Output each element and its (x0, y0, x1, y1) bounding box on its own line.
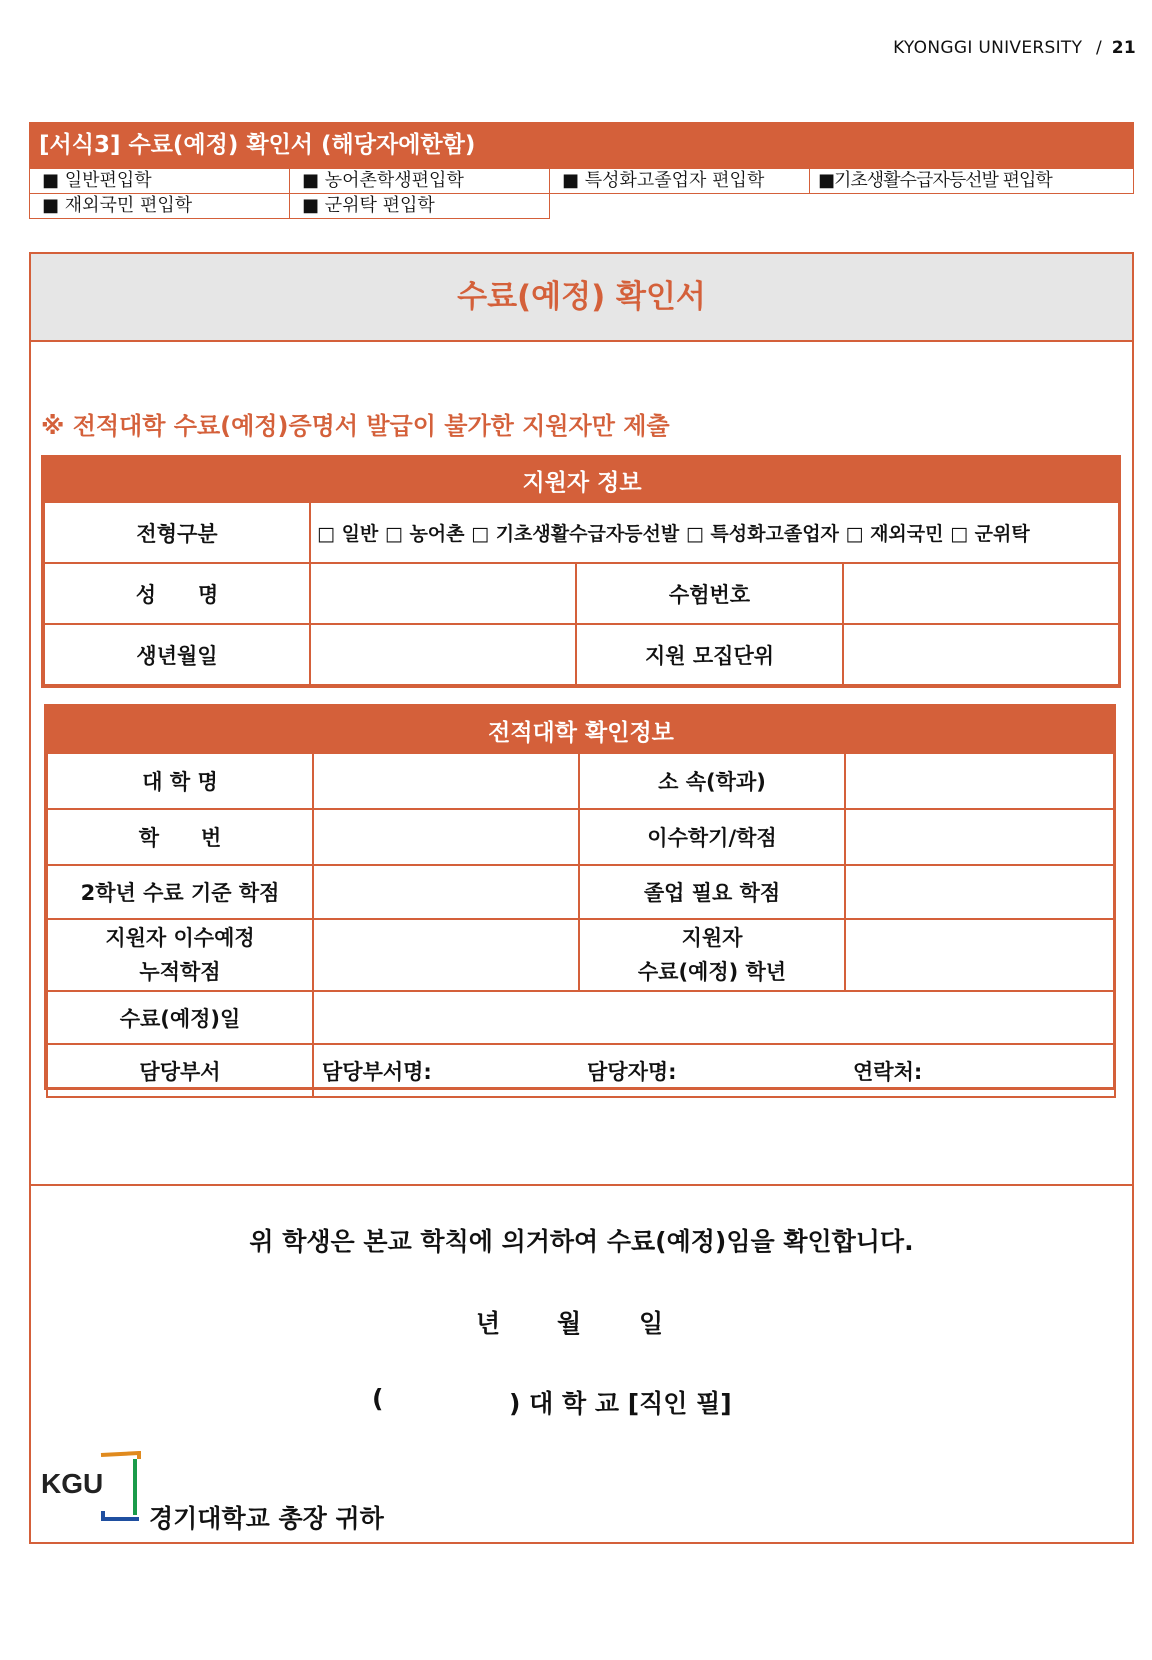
date-day: 일 (639, 1309, 664, 1338)
office-name-field[interactable]: 담당부서명: (313, 1044, 579, 1097)
contact-field[interactable]: 연락처: (845, 1044, 1115, 1097)
type-label: 전형구분 (44, 502, 310, 563)
confirmation-statement: 위 학생은 본교 학칙에 의거하여 수료(예정)임을 확인합니다. (249, 1227, 914, 1256)
univ-name-label: 대 학 명 (47, 753, 313, 809)
second-year-credits-label: 2학년 수료 기준 학점 (47, 865, 313, 919)
kgu-logo (41, 1451, 141, 1523)
student-no-label: 학 번 (47, 809, 313, 865)
grad-credits-label: 졸업 필요 학점 (579, 865, 845, 919)
applicant-info-table (43, 457, 1121, 686)
grade-label-line2: 수료(예정) 학년 (637, 960, 787, 984)
form-frame (29, 252, 1134, 1544)
cumulative-label-line1: 지원자 이수예정 (105, 926, 255, 950)
credits-field[interactable] (845, 809, 1115, 865)
name-label: 성 명 (44, 563, 310, 624)
univ-name-field[interactable] (313, 753, 579, 809)
univ-paren-open: ( (372, 1384, 384, 1413)
addressee-text: 경기대학교 총장 귀하 (149, 1504, 384, 1533)
univ-seal-line: ) 대 학 교 [직인 필] (509, 1389, 732, 1418)
type-options[interactable]: □ 일반 □ 농어촌 □ 기초생활수급자등선발 □ 특성화고졸업자 □ 재외국민 □ 군위탁 (310, 502, 1120, 563)
prior-school-table (46, 706, 1116, 1098)
confirmation-divider (31, 1184, 1132, 1186)
student-no-field[interactable] (313, 809, 579, 865)
category-overseas: ■ 재외국민 편입학 (29, 193, 290, 219)
name-field[interactable] (310, 563, 576, 624)
unit-field[interactable] (843, 624, 1120, 685)
birth-label: 생년월일 (44, 624, 310, 685)
category-vocational: ■ 특성화고졸업자 편입학 (549, 168, 810, 194)
applicant-section-title: 지원자 정보 (44, 458, 1120, 502)
logo-text: KGU (41, 1468, 104, 1499)
grade-label-line1: 지원자 (681, 926, 743, 950)
office-label: 담당부서 (47, 1044, 313, 1097)
date-year: 년 (476, 1309, 501, 1338)
completion-date-field[interactable] (313, 991, 1115, 1044)
header-separator: / (1095, 38, 1103, 58)
header-university: KYONGGI UNIVERSITY (893, 38, 1083, 58)
credits-label: 이수학기/학점 (579, 809, 845, 865)
form-label: [서식3] 수료(예정) 확인서 (해당자에한함) (29, 122, 1134, 168)
second-year-credits-field[interactable] (313, 865, 579, 919)
completion-grade-label (579, 919, 845, 991)
dept-label: 소 속(학과) (579, 753, 845, 809)
cumulative-label-line2: 누적학점 (139, 960, 221, 984)
date-month: 월 (557, 1309, 582, 1338)
category-general: ■ 일반편입학 (29, 168, 290, 194)
grad-credits-field[interactable] (845, 865, 1115, 919)
page-number: 21 (1111, 38, 1136, 58)
exam-no-field[interactable] (843, 563, 1120, 624)
notice-text: ※ 전적대학 수료(예정)증명서 발급이 불가한 지원자만 제출 (41, 412, 670, 440)
category-basic-livelihood: ■기초생활수급자등선발 편입학 (809, 168, 1134, 194)
unit-label: 지원 모집단위 (576, 624, 843, 685)
completion-date-label: 수료(예정)일 (47, 991, 313, 1044)
category-military: ■ 군위탁 편입학 (289, 193, 550, 219)
birth-field[interactable] (310, 624, 576, 685)
prior-school-section-title: 전적대학 확인정보 (47, 707, 1115, 753)
document-title: 수료(예정) 확인서 (31, 254, 1132, 342)
exam-no-label: 수험번호 (576, 563, 843, 624)
completion-grade-field[interactable] (845, 919, 1115, 991)
cumulative-credits-field[interactable] (313, 919, 579, 991)
staff-name-field[interactable]: 담당자명: (579, 1044, 845, 1097)
page-header (893, 38, 1136, 58)
dept-field[interactable] (845, 753, 1115, 809)
category-rural: ■ 농어촌학생편입학 (289, 168, 550, 194)
cumulative-credits-label (47, 919, 313, 991)
